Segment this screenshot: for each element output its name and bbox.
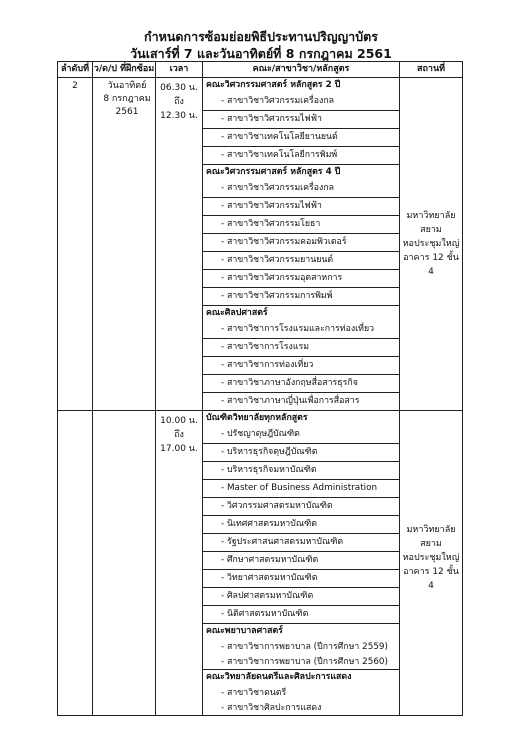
place-line: หอประชุมใหญ่ (402, 553, 460, 563)
time-cell (156, 411, 203, 716)
date-cell (93, 78, 156, 411)
time-line: 12.30 น. (160, 111, 198, 121)
list-item: - สาขาวิชาวิศวกรรมยานยนต์ (203, 252, 399, 270)
faculty-heading: คณะวิศวกรรมศาสตร์ หลักสูตร 2 ปี (206, 80, 341, 90)
time-line: ถึง (174, 430, 184, 440)
list-item: - สาขาวิชาวิศวกรรมไฟฟ้า (203, 111, 399, 129)
program-cell (203, 411, 400, 716)
time-line: ถึง (174, 97, 184, 107)
list-item: - สาขาวิชาเทคโนโลยีการพิมพ์ (221, 150, 338, 160)
list-item: - สาขาวิชาเทคโนโลยียานยนต์ (203, 129, 399, 147)
document-title: กำหนดการซ้อมย่อยพิธีประทานปริญญาบัตร (144, 29, 378, 44)
place-cell (400, 411, 463, 716)
place-line: อาคาร 12 ชั้น 4 (403, 567, 459, 591)
place-line: สยาม (420, 539, 442, 549)
list-item: - ศิลปศาสตรมหาบัณฑิต (203, 588, 399, 606)
header-row (58, 62, 463, 78)
faculty-heading: คณะศิลปศาสตร์ (206, 308, 268, 318)
order-cell: 2 (58, 78, 93, 411)
faculty-heading: คณะวิศวกรรมศาสตร์ หลักสูตร 4 ปี (206, 167, 341, 177)
faculty-heading: คณะพยาบาลศาสตร์ (206, 626, 283, 636)
time-line: 10.00 น. (160, 416, 198, 426)
order-cell-empty (58, 411, 93, 716)
list-item: - วิศวกรรมศาสตรมหาบัณฑิต (203, 498, 399, 516)
faculty-heading: บัณฑิตวิทยาลัยทุกหลักสูตร (206, 413, 308, 423)
header-date: ว/ด/ป ที่ฝึกซ้อม (93, 62, 156, 78)
schedule-table (57, 61, 463, 716)
list-item: - สาขาวิชาการโรงแรมและการท่องเที่ยว (203, 321, 399, 339)
list-item: - ศึกษาศาสตรมหาบัณฑิต (203, 552, 399, 570)
list-item: - สาขาวิชาภาษาอังกฤษสื่อสารธุรกิจ (203, 375, 399, 393)
list-item: - บริหารธุรกิจมหาบัณฑิต (203, 462, 399, 480)
list-item: - สาขาวิชาดนตรี (221, 688, 287, 698)
program-cell (203, 78, 400, 411)
header-order: ลำดับที่ (58, 62, 93, 78)
list-item: - สาขาวิชาภาษาญี่ปุ่นเพื่อการสื่อสาร (221, 396, 360, 406)
list-item: - สาขาวิชาวิศวกรรมไฟฟ้า (203, 198, 399, 216)
list-item: - สาขาวิชาการพยาบาล (ปีการศึกษา 2560) (221, 657, 388, 667)
place-line: สยาม (420, 225, 442, 235)
list-item: - สาขาวิชาวิศวกรรมเครื่องกล (203, 93, 399, 111)
date-cell-empty (93, 411, 156, 716)
list-item: - สาขาวิชาวิศวกรรมโยธา (203, 216, 399, 234)
date-line: 2561 (115, 107, 139, 117)
list-item: - นิติศาสตรมหาบัณฑิต (221, 609, 309, 619)
time-line: 06.30 น. (160, 83, 198, 93)
place-line: มหาวิทยาลัย (406, 211, 456, 221)
place-cell (400, 78, 463, 411)
list-item: - สาขาวิชาการท่องเที่ยว (203, 357, 399, 375)
header-time: เวลา (156, 62, 203, 78)
list-item: - สาขาวิชาการพยาบาล (ปีการศึกษา 2559) (221, 642, 388, 652)
list-item: - นิเทศศาสตรมหาบัณฑิต (203, 516, 399, 534)
list-item: - วิทยาศาสตรมหาบัณฑิต (203, 570, 399, 588)
list-item: - สาขาวิชาการโรงแรม (203, 339, 399, 357)
place-line: มหาวิทยาลัย (406, 525, 456, 535)
list-item: - สาขาวิชาศิลปะการแสดง (221, 703, 322, 713)
table-row-session-2 (58, 411, 463, 716)
list-item: - สาขาวิชาวิศวกรรมเครื่องกล (203, 180, 399, 198)
date-line: วันอาทิตย์ (107, 81, 147, 91)
place-line: อาคาร 12 ชั้น 4 (403, 253, 459, 277)
header-faculty: คณะ/สาขาวิชา/หลักสูตร (203, 62, 400, 78)
place-line: หอประชุมใหญ่ (402, 239, 460, 249)
list-item: - บริหารธุรกิจดุษฎีบัณฑิต (203, 444, 399, 462)
faculty-heading: คณะวิทยาลัยดนตรีและศิลปะการแสดง (206, 672, 352, 682)
time-cell (156, 78, 203, 411)
time-line: 17.00 น. (160, 444, 198, 454)
document-subtitle: วันเสาร์ที่ 7 และวันอาทิตย์ที่ 8 กรกฎาคม 2561 (130, 46, 392, 61)
list-item: - สาขาวิชาวิศวกรรมคอมพิวเตอร์ (203, 234, 399, 252)
date-line: 8 กรกฎาคม (103, 94, 151, 104)
list-item: - Master of Business Administration (203, 480, 399, 498)
list-item: - ปรัชญาดุษฎีบัณฑิต (203, 426, 399, 444)
header-place: สถานที่ (400, 62, 463, 78)
list-item: - รัฐประศาสนศาสตรมหาบัณฑิต (203, 534, 399, 552)
list-item: - สาขาวิชาวิศวกรรมอุตสาหการ (203, 270, 399, 288)
table-row-session-1 (58, 78, 463, 411)
list-item: - สาขาวิชาวิศวกรรมการพิมพ์ (221, 291, 333, 301)
